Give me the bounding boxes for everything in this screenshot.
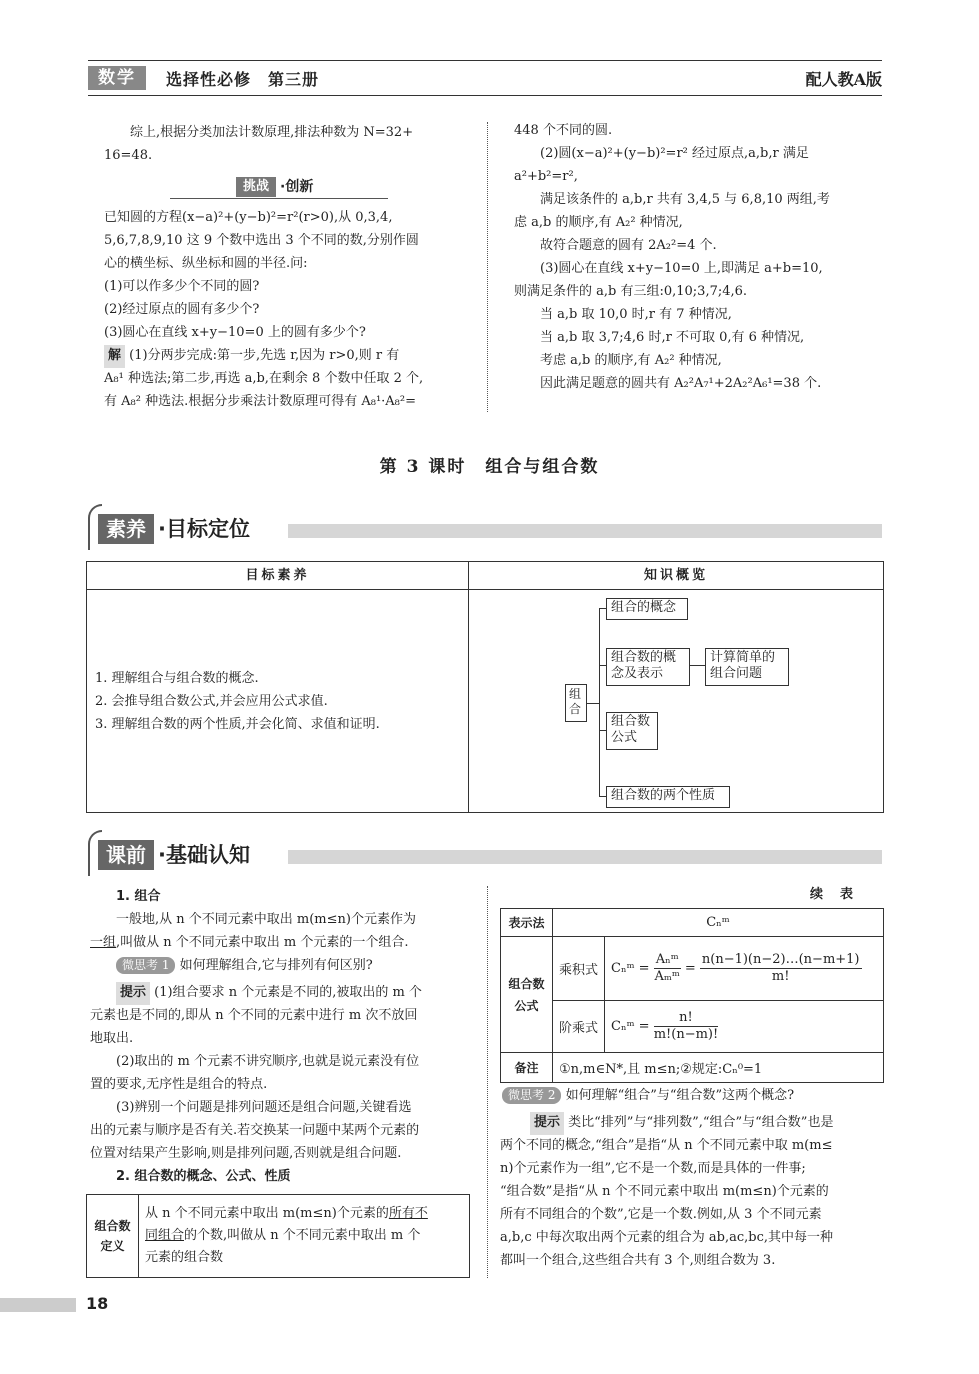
solution-line bbox=[104, 345, 399, 368]
map-node-compute bbox=[705, 648, 789, 686]
frac-product: $\frac{n(n-1)(n-2)\dots(n-m+1)}{m!}$ bbox=[701, 952, 860, 984]
goal-item: 2. 会推导组合数公式,并会应用公式求值. bbox=[95, 694, 328, 709]
node-line: 计算简单的 bbox=[710, 650, 776, 665]
def-label: 组合数定义 bbox=[87, 1195, 139, 1278]
text-line: n)个元素作为一组”,它不是一个数,而是具体的一件事; bbox=[500, 1161, 806, 1176]
goal-item: 1. 理解组合与组合数的概念. bbox=[95, 671, 259, 686]
text-line: 已知圆的方程(x−a)²+(y−b)²=r²(r>0),从 0,3,4, bbox=[104, 210, 393, 225]
text-line: 地取出. bbox=[90, 1031, 134, 1046]
node-line: 组合数的概 bbox=[611, 650, 677, 665]
map-line bbox=[599, 730, 606, 731]
text-line: “组合数”是指“从 n 个不同元素中取出 m(m≤n)个元素的 bbox=[500, 1184, 829, 1199]
goal-header: 目标素养 bbox=[87, 562, 468, 590]
page-header bbox=[88, 60, 882, 96]
text-line: 满足该条件的 a,b,r 共有 3,4,5 与 6,8,10 两组,考 bbox=[540, 192, 830, 207]
note-label: 备注 bbox=[501, 1053, 553, 1083]
blank-answer: 一组 bbox=[90, 935, 117, 950]
map-line bbox=[599, 665, 606, 666]
goal-table bbox=[86, 561, 884, 813]
frac-factorial: $\frac{n!}{m!(n-m)!}$ bbox=[653, 1010, 719, 1042]
blank-answer: 所有不 bbox=[388, 1206, 428, 1221]
text-line: (1)可以作多少个不同的圆? bbox=[104, 279, 260, 294]
text-line: 位置对结果产生影响,则是排列问题,否则就是组合问题. bbox=[90, 1146, 402, 1161]
continued-label: 续 表 bbox=[810, 887, 856, 902]
text: 元素的组合数 bbox=[145, 1250, 224, 1265]
text-line: 虑 a,b 的顺序,有 A₂² 种情况, bbox=[514, 215, 683, 230]
formula-table bbox=[500, 908, 884, 1083]
column-divider bbox=[487, 122, 488, 412]
section-banner-basics bbox=[88, 830, 882, 878]
section-title: ·基础认知 bbox=[158, 843, 250, 867]
node-line: 公式 bbox=[611, 730, 638, 745]
def-content bbox=[139, 1195, 470, 1278]
table-divider bbox=[468, 562, 469, 812]
text-line: 故符合题意的圆有 2A₂²=4 个. bbox=[540, 238, 717, 253]
text-line: 两个不同的概念,“组合”是指“从 n 个不同元素中取 m(m≤ bbox=[500, 1138, 833, 1153]
challenge-banner bbox=[170, 177, 388, 199]
goal-item: 3. 理解组合数的两个性质,并会化简、求值和证明. bbox=[95, 717, 380, 732]
notation-label: 表示法 bbox=[501, 909, 553, 937]
map-line bbox=[599, 796, 606, 797]
text: ,叫做从 n 个不同元素中取出 m 个元素的一个组合. bbox=[116, 935, 409, 950]
map-root: 组合 bbox=[565, 684, 587, 722]
text-line: (3)圆心在直线 x+y−10=0 上,即满足 a+b=10, bbox=[540, 261, 823, 276]
hint-line bbox=[530, 1112, 833, 1135]
edition-label: 配人教A版 bbox=[805, 70, 882, 89]
text-line: a²+b²=r², bbox=[514, 169, 578, 184]
text-line: 当 a,b 取 10,0 时,r 有 7 种情况, bbox=[540, 307, 732, 322]
map-line bbox=[587, 703, 599, 704]
think-tag: 微思考 2 bbox=[502, 1087, 561, 1104]
text-line: a,b,c 中每次取出两个元素的组合为 ab,ac,bc,其中每一种 bbox=[500, 1230, 833, 1245]
formula-label: 组合数公式 bbox=[501, 937, 553, 1053]
node-line: 组合问题 bbox=[710, 666, 763, 681]
footer-bar bbox=[0, 1298, 76, 1312]
text: 类比“排列”与“排列数”,“组合”与“组合数”也是 bbox=[568, 1115, 834, 1130]
subheading: 2. 组合数的概念、公式、性质 bbox=[116, 1169, 291, 1184]
text-line: (2)圆(x−a)²+(y−b)²=r² 经过原点,a,b,r 满足 bbox=[540, 146, 809, 161]
map-line bbox=[599, 608, 606, 609]
product-label: 乘积式 bbox=[553, 937, 605, 1001]
banner-bar bbox=[288, 524, 882, 538]
text-line: 则满足条件的 a,b 有三组:0,10;3,7;4,6. bbox=[514, 284, 748, 299]
frac-a: $\frac{\text{Aₙᵐ}}{\text{Aₘᵐ}}$ bbox=[654, 952, 680, 984]
map-line bbox=[689, 665, 705, 666]
column-divider bbox=[487, 886, 488, 1278]
text-line: 16=48. bbox=[104, 148, 153, 163]
text-line: 5,6,7,8,9,10 这 9 个数中选出 3 个不同的数,分别作圆 bbox=[104, 233, 419, 248]
text-line: A₈¹ 种选法;第二步,再选 a,b,在剩余 8 个数中任取 2 个, bbox=[104, 371, 424, 386]
text-line bbox=[90, 932, 409, 955]
think-question: 如何理解组合,它与排列有何区别? bbox=[179, 958, 373, 973]
think-tag: 微思考 1 bbox=[116, 957, 175, 974]
text-line: 出的元素与顺序是否有关.若交换某一问题中某两个元素的 bbox=[90, 1123, 420, 1138]
map-line bbox=[599, 608, 600, 796]
text-line: 当 a,b 取 3,7;4,6 时,r 不可取 0,有 6 种情况, bbox=[540, 330, 805, 345]
page-number: 18 bbox=[86, 1294, 109, 1313]
text: (1)组合要求 n 个元素是不同的,被取出的 m 个 bbox=[154, 985, 422, 1000]
map-node-properties: 组合数的两个性质 bbox=[606, 786, 730, 808]
text-line: (1)分两步完成:第一步,先选 r,因为 r>0,则 r 有 bbox=[129, 348, 400, 363]
section-banner-goals bbox=[88, 504, 882, 552]
text-line: 置的要求,无序性是组合的特点. bbox=[90, 1077, 268, 1092]
challenge-title: ·创新 bbox=[280, 179, 314, 195]
text-line: 有 A₈² 种选法.根据分步乘法计数原理可得有 A₈¹·A₈²= bbox=[104, 394, 416, 409]
notation-value: Cₙᵐ bbox=[553, 909, 884, 937]
blank-answer: 同组合 bbox=[145, 1228, 185, 1243]
text-line: 因此满足题意的圆共有 A₂²A₇¹+2A₂²A₆¹=38 个. bbox=[540, 376, 822, 391]
think-line bbox=[116, 955, 373, 978]
text-line: (2)取出的 m 个元素不讲究顺序,也就是说元素没有位 bbox=[116, 1054, 420, 1069]
note-value: ①n,m∈N*,且 m≤n;②规定:Cₙ⁰=1 bbox=[553, 1053, 884, 1083]
book-title: 选择性必修 第三册 bbox=[166, 70, 320, 89]
solution-label: 解 bbox=[104, 345, 125, 368]
definition-table bbox=[86, 1194, 470, 1278]
subheading: 1. 组合 bbox=[116, 889, 161, 904]
hint-label: 提示 bbox=[116, 982, 150, 1005]
overview-header: 知识概览 bbox=[468, 562, 884, 590]
node-line: 念及表示 bbox=[611, 666, 664, 681]
text-line: 都叫一个组合,这些组合共有 3 个,则组合数为 3. bbox=[500, 1253, 776, 1268]
section-title: ·目标定位 bbox=[158, 517, 250, 541]
section-tag: 课前 bbox=[98, 840, 154, 870]
think-question: 如何理解“组合”与“组合数”这两个概念? bbox=[565, 1088, 795, 1103]
text: 的个数,叫做从 n 个不同元素中取出 m 个 bbox=[184, 1228, 421, 1243]
text-line: 元素也是不同的,即从 n 个不同的元素中进行 m 次不放回 bbox=[90, 1008, 418, 1023]
text-line: 考虑 a,b 的顺序,有 A₂² 种情况, bbox=[540, 353, 722, 368]
text-line: (3)圆心在直线 x+y−10=0 上的圆有多少个? bbox=[104, 325, 366, 340]
hint-label: 提示 bbox=[530, 1112, 564, 1135]
text-line: (2)经过原点的圆有多少个? bbox=[104, 302, 260, 317]
challenge-tag: 挑战 bbox=[236, 177, 276, 197]
factorial-label: 阶乘式 bbox=[553, 1001, 605, 1053]
section-tag: 素养 bbox=[98, 514, 154, 544]
node-line: 组合数 bbox=[611, 714, 651, 729]
text: 从 n 个不同元素中取出 m(m≤n)个元素的 bbox=[145, 1206, 389, 1221]
text-line: 心的横坐标、纵坐标和圆的半径.问: bbox=[104, 256, 308, 271]
map-node-formula bbox=[606, 712, 658, 750]
map-node-concept: 组合的概念 bbox=[606, 598, 688, 620]
lesson-title: 第 3 课时 组合与组合数 bbox=[379, 457, 600, 477]
product-formula: Cₙᵐ = $\frac{\text{Aₙᵐ}}{\text{Aₘᵐ}}$ = $\frac{n(n-1)(n-2)\dots(n-m+1)}{m!}$ bbox=[605, 937, 884, 1001]
subject-tag: 数学 bbox=[88, 66, 146, 90]
banner-bar bbox=[288, 850, 882, 864]
text-line: 一般地,从 n 个不同元素中取出 m(m≤n)个元素作为 bbox=[116, 912, 416, 927]
text-line: (3)辨别一个问题是排列问题还是组合问题,关键看选 bbox=[116, 1100, 412, 1115]
text-line: 448 个不同的圆. bbox=[514, 123, 613, 138]
factorial-formula: Cₙᵐ = $\frac{n!}{m!(n-m)!}$ bbox=[605, 1001, 884, 1053]
hint-line bbox=[116, 982, 422, 1005]
map-node-number bbox=[606, 648, 690, 686]
text-line: 所有不同组合的个数”,它是一个数.例如,从 3 个不同元素 bbox=[500, 1207, 822, 1222]
text-line: 综上,根据分类加法计数原理,排法种数为 N=32+ bbox=[130, 125, 414, 140]
think-line bbox=[502, 1085, 794, 1108]
